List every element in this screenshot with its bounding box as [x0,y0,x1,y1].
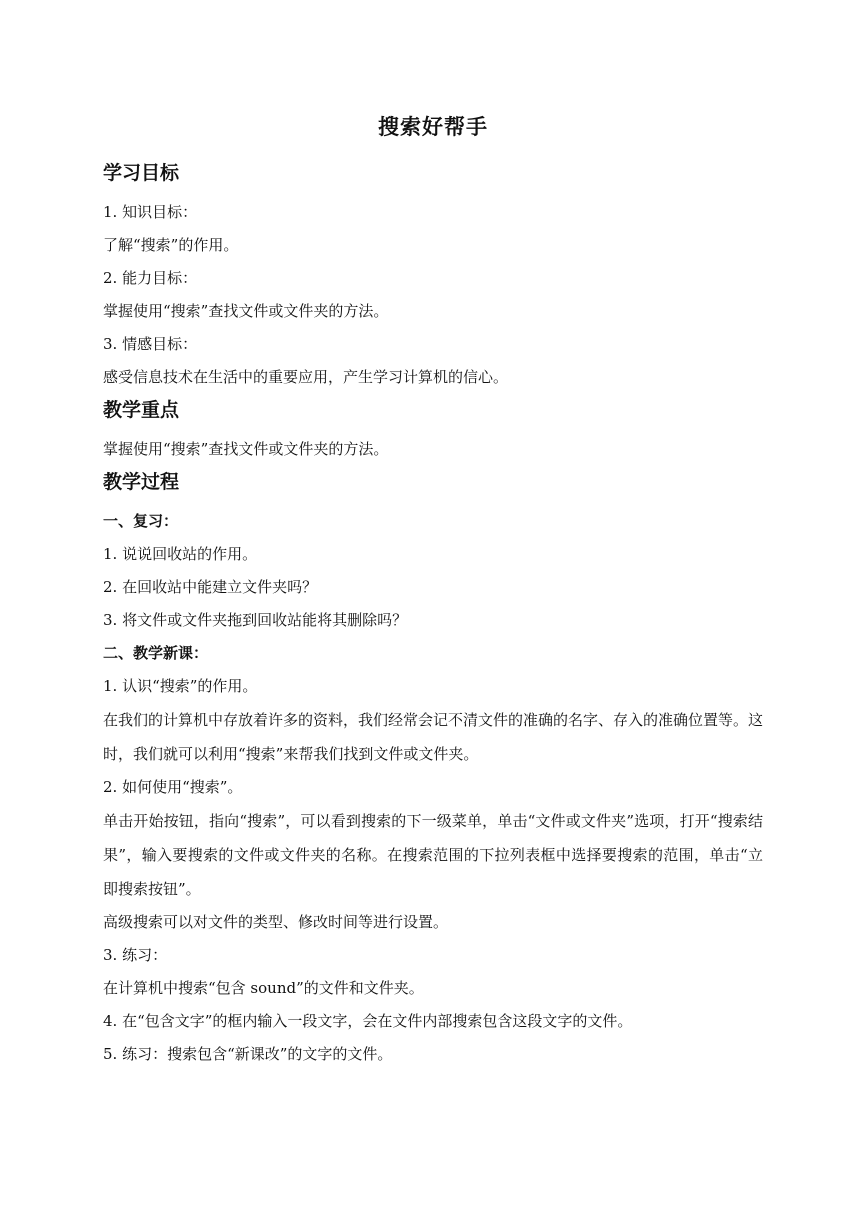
new-lesson-line: 在计算机中搜索“包含 sound”的文件和文件夹。 [103,979,424,997]
objective-line: 了解“搜索”的作用。 [103,236,239,254]
new-lesson-line: 5. 练习：搜索包含“新课改”的文字的文件。 [103,1045,393,1063]
new-lesson-heading: 二、教学新课： [103,644,209,662]
process-heading: 教学过程 [103,471,180,493]
objective-line: 掌握使用“搜索”查找文件或文件夹的方法。 [103,302,389,320]
new-lesson-line: 1. 认识“搜索”的作用。 [103,677,258,695]
process-section [103,468,763,1071]
key-point-line: 掌握使用“搜索”查找文件或文件夹的方法。 [103,440,389,458]
new-lesson-line: 4. 在“包含文字”的框内输入一段文字，会在文件内部搜索包含这段文字的文件。 [103,1012,633,1030]
objective-line: 3. 情感目标： [103,335,198,353]
new-lesson-line: 高级搜索可以对文件的类型、修改时间等进行设置。 [103,913,449,931]
new-lesson-paragraph: 单击开始按钮，指向“搜索”，可以看到搜索的下一级菜单，单击“文件或文件夹”选项，打开“搜索结果”，输入要搜索的文件或文件夹的名称。在搜索范围的下拉列表框中选择要搜索的范围，单击“立即搜索按钮”。 [103,812,763,898]
key-points-heading: 教学重点 [103,399,180,421]
review-line: 1. 说说回收站的作用。 [103,545,258,563]
objectives-heading: 学习目标 [103,162,180,184]
new-lesson-paragraph: 在我们的计算机中存放着许多的资料，我们经常会记不清文件的准确的名字、存入的准确位置等。这时，我们就可以利用“搜索”来帮我们找到文件或文件夹。 [103,711,764,763]
review-heading: 一、复习： [103,512,179,530]
key-points-section [103,396,763,466]
review-line: 2. 在回收站中能建立文件夹吗？ [103,578,318,596]
new-lesson-line: 2. 如何使用“搜索”。 [103,778,243,796]
document-title: 搜索好帮手 [378,115,488,139]
review-line: 3. 将文件或文件夹拖到回收站能将其删除吗？ [103,611,408,629]
document-page [103,112,763,1071]
objective-line: 2. 能力目标： [103,269,198,287]
objectives-section [103,159,763,394]
new-lesson-line: 3. 练习： [103,946,168,964]
objective-line: 1. 知识目标： [103,203,198,221]
objective-line: 感受信息技术在生活中的重要应用，产生学习计算机的信心。 [103,368,509,386]
